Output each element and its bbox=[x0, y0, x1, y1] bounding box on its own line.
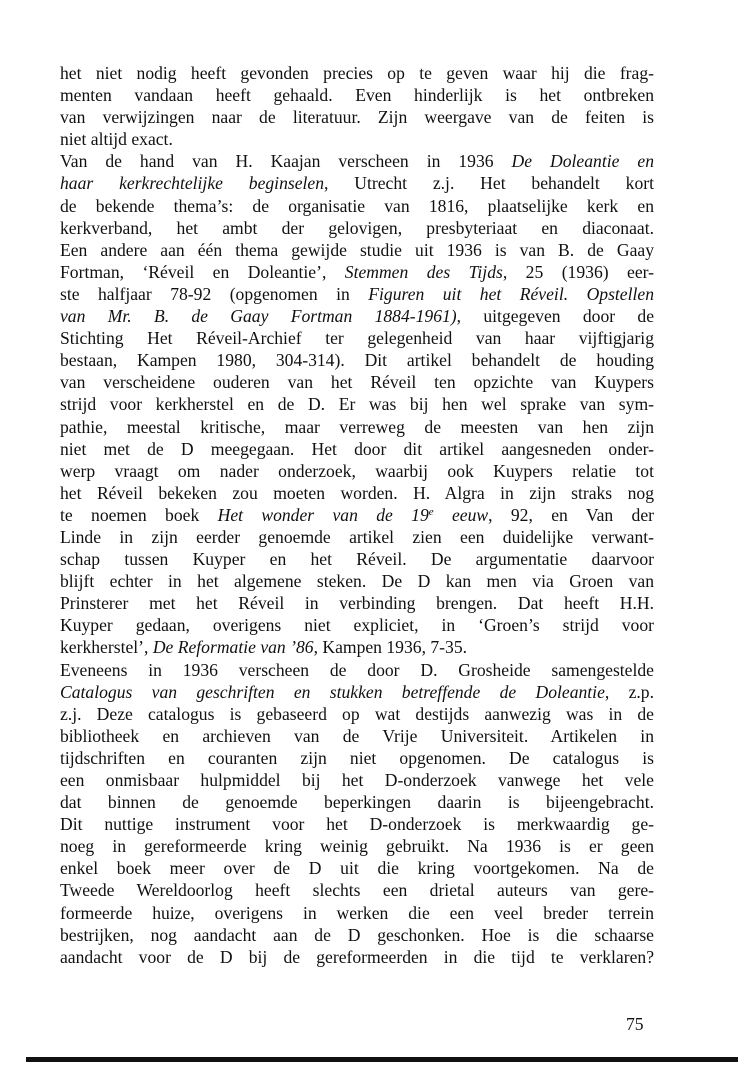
text-line: strijd voor kerkherstel en de D. Er was bij hen wel sprake van sym- bbox=[60, 394, 654, 415]
text-line: enkel boek meer over de D uit die kring voortgekomen. Na de bbox=[60, 858, 654, 879]
text-line: aandacht voor de D bij de gereformeerden in die tijd te verklaren? bbox=[60, 946, 654, 967]
text-line: z.j. Deze catalogus is gebaseerd op wat destijds aanwezig was in de bbox=[60, 703, 654, 724]
page-number: 75 bbox=[626, 1014, 644, 1034]
text-line: bibliotheek en archieven van de Vrije Universiteit. Artikelen in bbox=[60, 725, 654, 746]
text-line: het niet nodig heeft gevonden precies op te geven waar hij die frag- bbox=[60, 63, 654, 83]
text-line: kerkverband, het ambt der gelovigen, presbyteriaat en diaconaat. bbox=[60, 217, 654, 238]
text-line: Catalogus van geschriften en stukken betreffende de Doleantie, z.p. bbox=[60, 681, 654, 702]
text-line: schap tussen Kuyper en het Réveil. De argumentatie daarvoor bbox=[60, 549, 654, 570]
text-line: noeg in gereformeerde kring weinig gebruikt. Na 1936 is er geen bbox=[60, 836, 654, 857]
text-line: tijdschriften en couranten zijn niet opgenomen. De catalogus is bbox=[60, 747, 654, 768]
text-line: Fortman, ‘Réveil en Doleantie’, Stemmen des Tijds, 25 (1936) eer- bbox=[60, 261, 655, 282]
text-line: Dit nuttige instrument voor het D-onderzoek is merkwaardig ge- bbox=[60, 814, 654, 835]
text-line: niet met de D meegegaan. Het door dit artikel aangesneden onder- bbox=[60, 438, 654, 459]
text-line: van verwijzingen naar de literatuur. Zijn weergave van de feiten is bbox=[60, 107, 654, 128]
text-line: het Réveil bekeken zou moeten worden. H. Algra in zijn straks nog bbox=[60, 482, 654, 503]
text-line: Kuyper gedaan, overigens niet expliciet, in ‘Groen’s strijd voor bbox=[60, 615, 654, 636]
text-line: niet altijd exact. bbox=[60, 129, 173, 150]
text-line: kerkherstel’, De Reformatie van ’86, Kampen 1936, 7-35. bbox=[60, 637, 468, 658]
body-text bbox=[60, 62, 654, 968]
text-line: Stichting Het Réveil-Archief ter gelegenheid van haar vijftigjarig bbox=[60, 328, 654, 349]
text-line: een onmisbaar hulpmiddel bij het D-onderzoek vanwege het vele bbox=[60, 770, 654, 790]
text-line: haar kerkrechtelijke beginselen, Utrecht z.j. Het behandelt kort bbox=[60, 173, 654, 194]
text-line: Tweede Wereldoorlog heeft slechts een drietal auteurs van gere- bbox=[60, 880, 654, 901]
text-line: Eveneens in 1936 verscheen de door D. Grosheide samengestelde bbox=[60, 659, 654, 680]
text-line: formeerde huize, overigens in werken die een veel breder terrein bbox=[60, 902, 654, 923]
text-line: Van de hand van H. Kaajan verscheen in 1936 De Doleantie en bbox=[60, 151, 655, 172]
text-line: Een andere aan één thema gewijde studie uit 1936 is van B. de Gaay bbox=[60, 239, 654, 260]
bottom-rule bbox=[26, 1057, 738, 1062]
text-line: van Mr. B. de Gaay Fortman 1884-1961), uitgegeven door de bbox=[60, 306, 655, 327]
text-line: werp vraagt om nader onderzoek, waarbij ook Kuypers relatie tot bbox=[60, 460, 654, 481]
text-line: bestrijken, nog aandacht aan de D geschonken. Hoe is die schaarse bbox=[60, 924, 654, 945]
text-line: te noemen boek Het wonder van de 19e eeuw, 92, en Van der bbox=[60, 504, 654, 525]
text-line: Linde in zijn eerder genoemde artikel zien een duidelijke verwant- bbox=[60, 526, 654, 547]
text-line: van verscheidene ouderen van het Réveil ten opzichte van Kuypers bbox=[60, 372, 654, 393]
text-line: de bekende thema’s: de organisatie van 1816, plaatselijke kerk en bbox=[60, 195, 654, 216]
text-line: bestaan, Kampen 1980, 304-314). Dit artikel behandelt de houding bbox=[60, 350, 654, 371]
text-line: Prinsterer met het Réveil in verbinding brengen. Dat heeft H.H. bbox=[60, 593, 654, 614]
text-line: ste halfjaar 78-92 (opgenomen in Figuren uit het Réveil. Opstellen bbox=[60, 283, 654, 304]
text-line: menten vandaan heeft gehaald. Even hinderlijk is het ontbreken bbox=[60, 85, 654, 106]
text-line: blijft echter in het algemene steken. De D kan men via Groen van bbox=[60, 571, 654, 592]
text-line: pathie, meestal kritische, maar verreweg de meesten van hen zijn bbox=[60, 416, 654, 437]
text-line: dat binnen de genoemde beperkingen daarin is bijeengebracht. bbox=[60, 792, 654, 813]
